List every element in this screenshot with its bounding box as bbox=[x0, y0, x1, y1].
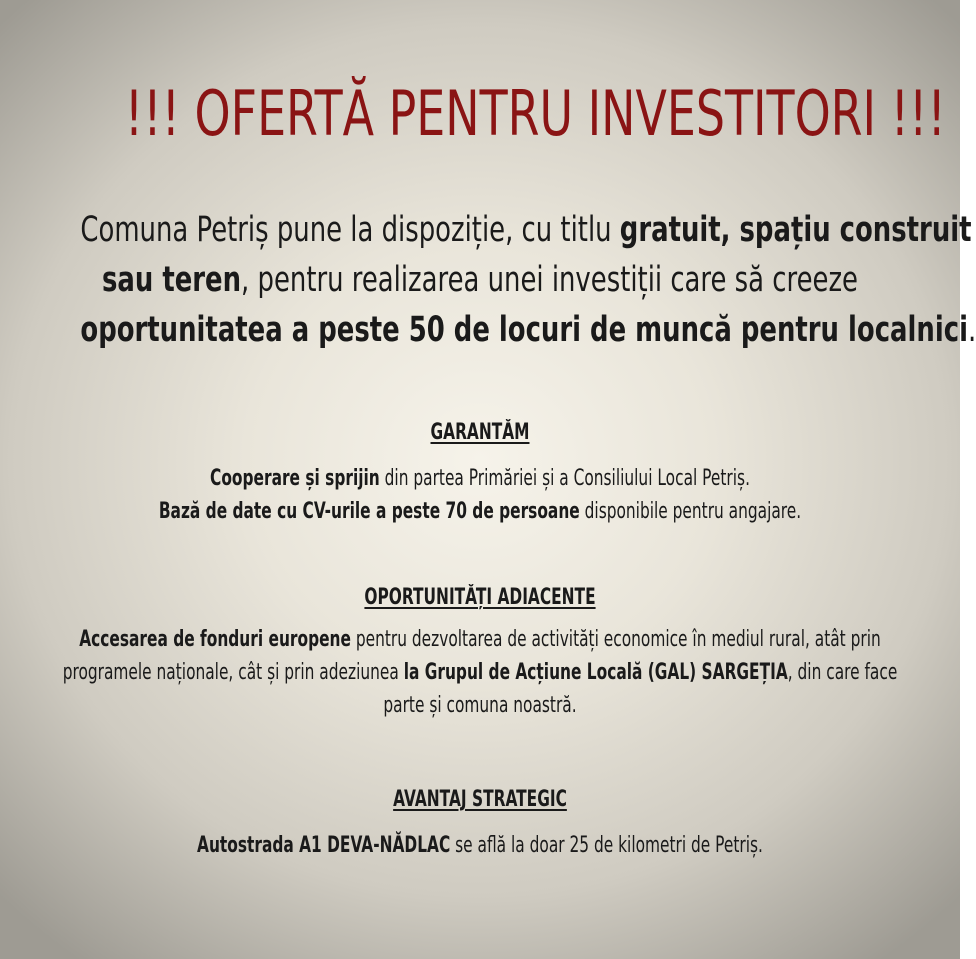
intro-highlight: gratuit, spațiu construit bbox=[619, 210, 972, 250]
avantaj-highlight: Autostrada A1 DEVA-NĂDLAC bbox=[197, 833, 451, 858]
intro-line-3 bbox=[80, 305, 976, 355]
section-heading-avantaj: AVANTAJ STRATEGIC bbox=[393, 787, 567, 812]
intro-text: . bbox=[967, 310, 976, 350]
oportunitati-text: , din care face bbox=[787, 660, 898, 685]
section-garantam bbox=[60, 418, 900, 528]
poster-title: !!! OFERTĂ PENTRU INVESTITORI !!! bbox=[124, 77, 946, 150]
section-oportunitati bbox=[60, 583, 900, 722]
oportunitati-highlight: la Grupul de Acțiune Locală (GAL) SARGEȚIA bbox=[403, 660, 788, 685]
avantaj-text: se află la doar 25 de kilometri de Petriș. bbox=[450, 833, 763, 858]
intro-highlight: sau teren bbox=[101, 260, 242, 300]
intro-line-1 bbox=[80, 205, 972, 255]
garantam-text: din partea Primăriei și a Consiliului Local Petriș. bbox=[379, 466, 750, 491]
section-avantaj bbox=[60, 785, 900, 862]
section-body-avantaj bbox=[60, 829, 900, 862]
oportunitati-highlight: Accesarea de fonduri europene bbox=[79, 627, 351, 652]
avantaj-line-1 bbox=[60, 829, 900, 862]
garantam-line-2 bbox=[60, 495, 900, 528]
intro-paragraph bbox=[80, 205, 976, 355]
oportunitati-line-2 bbox=[60, 656, 900, 689]
section-heading-garantam: GARANTĂM bbox=[430, 420, 530, 445]
intro-highlight: oportunitatea a peste 50 de locuri de muncă pentru localnici bbox=[80, 310, 968, 350]
section-heading-oportunitati: OPORTUNITĂȚI ADIACENTE bbox=[364, 585, 596, 610]
intro-text: , pentru realizarea unei investiții care să creeze bbox=[241, 260, 859, 300]
section-body-oportunitati bbox=[60, 623, 900, 722]
oportunitati-line-3: parte și comuna noastră. bbox=[383, 693, 577, 718]
garantam-highlight: Cooperare și sprijin bbox=[210, 466, 380, 491]
garantam-text: disponibile pentru angajare. bbox=[579, 499, 802, 524]
garantam-line-1 bbox=[60, 462, 900, 495]
intro-text: Comuna Petriș pune la dispoziție, cu titlu bbox=[80, 210, 620, 250]
intro-line-2 bbox=[80, 255, 879, 305]
oportunitati-text: programele naționale, cât și prin adeziunea bbox=[62, 660, 404, 685]
oportunitati-line-1 bbox=[60, 623, 900, 656]
garantam-highlight: Bază de date cu CV-urile a peste 70 de persoane bbox=[158, 499, 580, 524]
section-body-garantam bbox=[60, 462, 900, 528]
oportunitati-text: pentru dezvoltarea de activități economice în mediul rural, atât prin bbox=[350, 627, 881, 652]
